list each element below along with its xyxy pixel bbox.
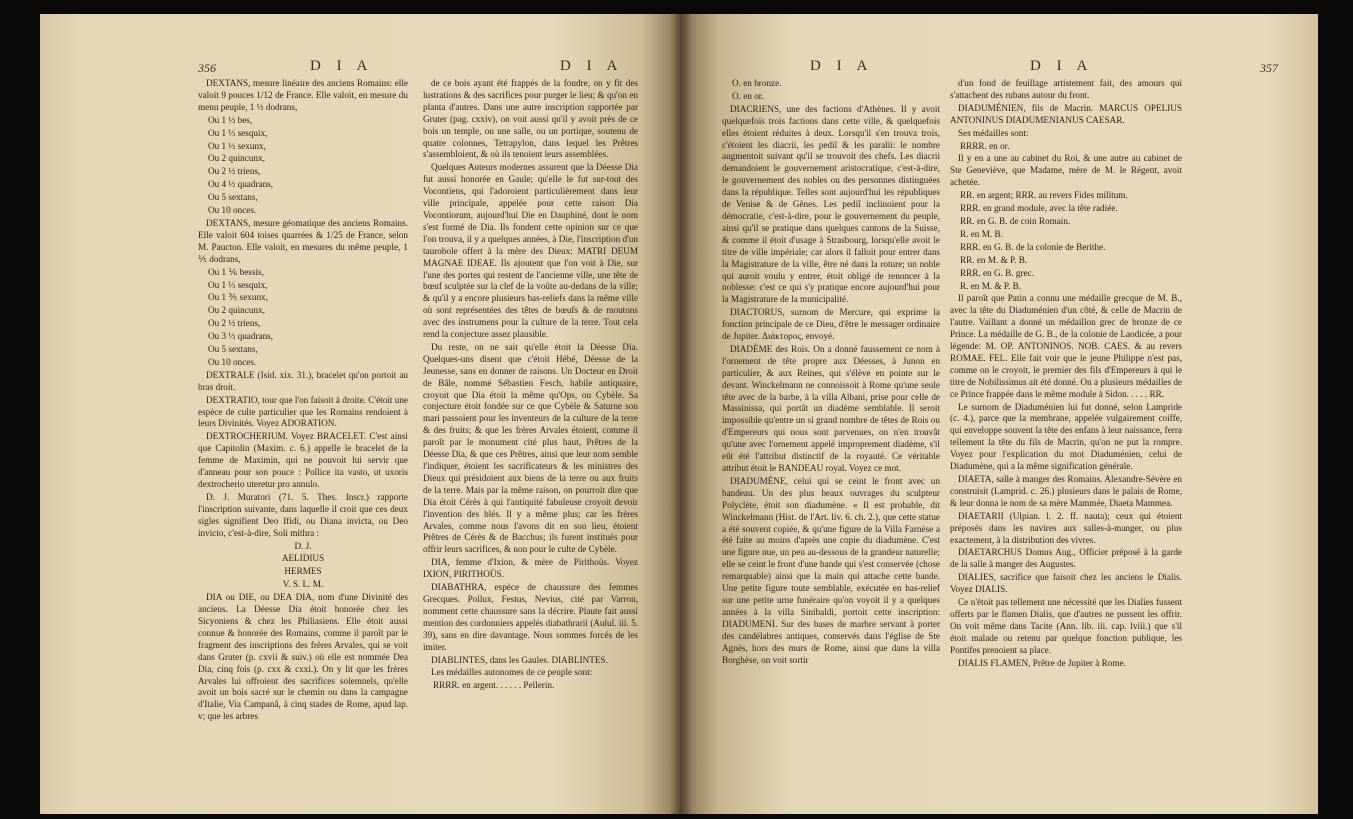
paragraph: Ou 1 ½ bes,	[208, 114, 253, 125]
paragraph: Du reste, on ne sait qu'elle étoit la Déesse Dia. Quelques-uns disent que c'étoit Hébé, Déesse de la Jeunesse, sans en donner de raisons. Un Docteur en Droit de Bâle, nommé Sébastien Fesch, habile antiquaire, croyoit que Dia étoit la même qu'Ops, ou Cybèle. Sa conjecture étoit fondée sur ce que Cybèle & Saturne son mari passoient pour les inventeurs de la culture de la terre & des fruits; & que les frères Arvales étoient, comme il paroît par le monument cité plus haut, Prêtres de la Déesse Dia, & que ces Prêtres, ainsi que leur nom semble l'indiquer, étoient les sacrificateurs & les ministres des Dieux qui présidoient aux biens de la terre ou aux fruits de la terre. Mais par la même raison, on pourroit dire que Dia étoit Cérès à qui l'antiquité fabuleuse croyoit devoir l'invention des blés. Il y a même plus; car les frères Arvales, comme nous l'avons dit en son lieu, étoient Prêtres de Cérès & de Bacchus; ils furent institués pour offrir leurs sacrifices, & non pour le culte de Cybèle.	[423, 341, 638, 555]
running-header: D I A	[810, 58, 874, 74]
paragraph: DIADÈME des Rois. On a donné faussement ce nom à l'ornement de tête propre aux Déesses, à Junon en particulier, & aux Reines, qui s'élève en pointe sur le devant. Winckelmann ne connoissoit à Rome qu'une seule tête avec de la barbe, à la villa Albani, prise pour celle de Massinissa, qui portât un diadème semblable. Il seroit impossible qu'entre un si grand nombre de têtes de Rois ou d'Empereurs qui nous sont parvenues, on n'en trouvât qu'une avec l'ornement appelé improprement diadème, s'il eût été l'attribut distinctif de la royauté. Ce véritable attribut étoit le BANDEAU royal. Voyez ce mot.	[722, 343, 940, 473]
running-header: D I A	[560, 58, 624, 74]
paragraph: Ou 3 ⅓ quadrans,	[208, 331, 274, 342]
paragraph: DIAETARII (Ulpian. l. 2. ff. nauta); ceux qui étoient préposés dans les navires aux salles-à-manger, ou plus exactement, à la distribution des vivres.	[950, 510, 1182, 545]
paragraph: DIAETARCHUS Domus Aug., Officier préposé à la garde de la salle à manger des Augustes.	[950, 547, 1182, 570]
paragraph: Ou 5 sextans,	[208, 344, 258, 355]
open-book	[40, 14, 1318, 814]
paragraph: DIABLINTES, dans les Gaules. DIABLINTES.	[431, 654, 608, 665]
page-number: 356	[198, 61, 216, 75]
book-spine	[670, 14, 692, 814]
paragraph: Il y en a une au cabinet du Roi, & une autre au cabinet de Ste Geneviève, que Madame, mère de M. le Régent, avoit achetée.	[950, 153, 1182, 188]
paragraph: DIACRIENS, une des factions d'Athènes. Il y avoit quelquefois trois factions dans cette ville, & quelquefois elles étoient réduites à deux. Lorsqu'il s'en trouva trois, c'étoient les diacrii, les pediî & les paralii: le nombre augmentoit suivant qu'il se trouvoit des chefs. Les diacrii demandoient le gouvernement aristocratique, c'est-à-dire, le gouvernement des nobles ou des personnes distinguées dans la république. Telles sont aujourd'hui les républiques de Venise & de Gênes. Les pediî inclinoient pour la démocratie, c'est-à-dire, pour le gouvernement du peuple, ainsi qu'il se pratique dans quelques cantons de la Suisse, & comme il étoit d'usage à Strasbourg, lorsqu'elle avoit le titre de ville impériale; car alors il falloit pour entrer dans la Magistrature de la ville, être né dans la roture; un noble qui auroit voulu y entrer, étoit obligé de renoncer à la noblesse: c'est ce qui s'y pratique encore aujourd'hui pour la Magistrature de la municipalité.	[722, 103, 940, 305]
paragraph: DIA ou DIE, ou DEA DIA, nom d'une Divinité des anciens. La Déesse Dia étoit honorée chez les Sicyoniens & chez les Philiasiens. Elle étoit aussi connue & honorée des Romains, comme il paroît par le fragment des inscriptions des frères Arvales, qui se voit dans Gruter (p. cxvii & suiv.) où elle est nommée Dea Dia, cinq fois (p. cxx & cxxi.). On y lit que les frères Arvales lui offroient des sacrifices solemnels, qu'elle avoit un bois sacré sur le chemin ou dans la campagne d'Italie, Via Campanâ, à cinq stades de Rome, apud lap. v; que les arbres	[198, 592, 408, 722]
paragraph: Quelques Auteurs modernes assurent que la Déesse Dia fut aussi honorée en Gaule; qu'elle le fut sur-tout des Vocontiens, qui l'adoroient particulièrement dans leur ville principale, appelée pour cette raison Dia Vocontiorum, aujourd'hui Die en Dauphiné, dont le nom s'est formé de Dia. Ils fondent cette opinion sur ce que l'on trouva, il y a quelques années, à Die, l'inscription d'un taurobole offert à la mère des Dieux: MATRI DEUM MAGNAE IDEAE. Ils ajoutent que l'on voit à Die, sur l'une des portes qui restent de l'ancienne ville, une tête de bœuf sculptée sur la clef de la voûte au-dedans de la ville; & qu'il y a encore plusieurs bas-reliefs dans la même ville où sont représentées des têtes de bœufs & de moutons avec des instrumens pour la culture de la terre. Tout cela rend la conjecture assez plausible.	[423, 162, 638, 340]
paragraph: DIALIS FLAMEN, Prêtre de Jupiter à Rome.	[958, 657, 1126, 668]
paragraph: Ou 10 onces.	[208, 205, 257, 216]
paragraph: AELIDIUS	[281, 553, 325, 564]
paragraph: R. en M. & P. B.	[960, 280, 1022, 291]
paragraph: d'un fond de feuillage artistement fait, des amours qui s'attachent des rubans autour du front.	[950, 78, 1182, 100]
paragraph: RRRR. en or.	[960, 140, 1010, 151]
paragraph: DEXTROCHERIUM. Voyez BRACELET. C'est ainsi que Capitolin (Maxim. c. 6.) appelle le bracelet de la femme de Maximin, qui ne pouvoit lui servir que d'anneau pour son pouce : Pollice ita vasto, ut uxoris dextrocherio uteretur pro annulo.	[198, 431, 408, 489]
paragraph: DIADUMÉNIEN, fils de Macrin. MARCUS OPELIUS ANTONINUS DIADUMENIANUS CAESAR.	[950, 102, 1182, 125]
paragraph: DEXTRALE (Isid. xix. 31.), bracelet qu'on portoit au bras droit.	[198, 369, 408, 392]
paragraph: DIADUMÈNE, celui qui se ceint le front avec un bandeau. Un des plus beaux ouvrages du sculpteur Polyclète, étoit son diadumène. « Il est probable, dit Winckelmann (Hist. de l'Art. liv. 6. ch. 2.), que cette statue a été souvent copiée, & qu'une figure de la Villa Farnèse a été faite au moins d'après une copie du diadumène. C'est une figure nue, un peu au-dessous de la grandeur naturelle; elle se ceint le front d'une bande qui s'est conservée (chose remarquable) ainsi que la main qui attache cette bande. Une petite figure toute semblable, exécutée en bas-relief sur une petite urne funéraire qu'on voyoit il y a quelques années à la villa Sinibaldi, portoit cette inscription: DIADUMENI. Sur des bases de marbre servant à porter des candélabres antiques, conservés dans l'église de Ste Agnès, hors des murs de Rome, ainsi que dans la villa Borghèse, on voit sortir	[722, 475, 940, 665]
paragraph: Il paroît que Patin a connu une médaille grecque de M. B., avec la tête du Diaduménien d'un côté, & celle de Macrin de l'autre. Vaillant a donné un médaillon grec de bronze de ce Prince. La médaille de G. B., de la colonie de Laodicée, a pour légende: M. OP. ANTONINOS. NOB. CAES. & au revers ROMAE. FEL. Elle fait voir que le jeune Philippe n'est pas, comme on le croyoit, le premier des fils d'Empereurs à qui le titre de Nobilissimus ait été donné. On a plusieurs médailles de ce Prince frappée dans le même module à Sidon. . . . . RR.	[950, 293, 1182, 399]
text-column	[198, 78, 408, 724]
paragraph: HERMES	[284, 566, 322, 577]
paragraph: Ses médailles sont:	[958, 127, 1029, 138]
paragraph: RRR. en G. B. grec.	[960, 267, 1035, 278]
paragraph: Le surnom de Diaduménien lui fut donné, selon Lampride (c. 4.), parce que la membrane, appelée vulgairement coiffe, qui enveloppe souvent la tête des enfans à leur naissance, ferra tellement la tête du fils de Macrin, qu'on ne put la rompre. Voyez pour l'explication du mot Diaduménien, celui de Diadumène, qui a la même signification générale.	[950, 401, 1182, 472]
right-page	[680, 14, 1318, 814]
paragraph: V. S. L. M.	[282, 579, 324, 590]
paragraph: Ou 1 ⅙ bessis,	[208, 266, 264, 277]
paragraph: O. en or.	[732, 90, 764, 101]
paragraph: Ce n'étoit pas tellement une nécessité que les Dialies fussent offerts par le flamen Dialis, que d'autres ne pussent les offrir. On voit même dans Tacite (Ann. lib. iii. cap. lviii.) que s'il étoit malade ou retenu par quelque fonction publique, les Pontifes prenoient sa place.	[950, 597, 1182, 655]
paragraph: Ou 4 ½ quadrans,	[208, 179, 274, 190]
paragraph: de ce bois ayant été frappés de la foudre, on y fit des lustrations & des sacrifices pour purger le lieu; & qu'on en planta d'autres. Dans une autre inscription rapportée par Gruter (pag. cxxiv), on voit aussi qu'il y avoit près de ce bois un temple, ou une salle, ou un portique, soutenu de quatre colonnes, Tetrapylon, dans lequel les Prêtres s'assembloient, & où ils tenoient leurs assemblées.	[423, 78, 638, 160]
text-column	[722, 78, 940, 667]
paragraph: DIALIES, sacrifice que faisoit chez les anciens le Dialis. Voyez DIALIS.	[950, 572, 1182, 595]
text-column	[950, 78, 1182, 671]
paragraph: RR. en argent; RRR. au revers Fides militum.	[960, 190, 1128, 201]
paragraph: Ou 2 quincunx,	[208, 153, 265, 164]
paragraph: D. J. Muratori (71. 5. Thes. Inscr.) rapporte l'inscription suivante, dans laquelle il croit que ces deux sigles signifient Deo Ifidi, ou Diana invicta, ou Deo invicto, c'est-à-dire, Soli mithra :	[198, 491, 408, 538]
paragraph: DIABATHRA, espèce de chaussure des femmes Grecques. Pollux, Festus, Nevius, cité par Varron, nomment cette chaussure sans la décrire. Plaute fait aussi mention des cordonniers appelés diabathrarii (Aulul. iii. 5. 39), sans en dire davantage. Nous sommes forcés de les imiter.	[423, 582, 638, 652]
paragraph: Ou 2 quincunx,	[208, 305, 265, 316]
paragraph: O. en bronze.	[732, 78, 782, 88]
running-header: D I A	[1030, 58, 1094, 74]
running-header: D I A	[310, 58, 374, 74]
paragraph: DEXTANS, mesure géomatique des anciens Romains. Elle valoit 604 toises quarrées & 1/25 de France, selon M. Paucton. Elle valoit, en mesures du même peuple, 1 ⅕ dodrans,	[198, 217, 408, 264]
paragraph: Ou 1 ⅗ sexunx,	[208, 292, 268, 303]
page-number: 357	[1260, 61, 1278, 75]
paragraph: DIACTORUS, surnom de Mercure, qui exprime la fonction principale de ce Dieu, d'être le messager ordinaire de Jupiter. Διάκτορος, envoyé.	[722, 307, 940, 342]
paragraph: Ou 2 ½ triens,	[208, 318, 261, 329]
paragraph: RRR. en G. B. de la colonie de Berithe.	[960, 241, 1106, 252]
paragraph: Les médailles autonomes de ce peuple sont:	[431, 667, 593, 678]
paragraph: Ou 10 onces.	[208, 356, 257, 367]
paragraph: R. en M. B.	[960, 228, 1003, 239]
paragraph: Ou 5 sextans,	[208, 192, 258, 203]
paragraph: D. J.	[294, 540, 312, 551]
paragraph: Ou 1 ½ sexunx,	[208, 140, 266, 151]
text-column	[423, 78, 638, 693]
paragraph: RR. en M. & P. B.	[960, 254, 1028, 265]
paragraph: DIA, femme d'Ixion, & mère de Pirithoüs. Voyez IXION, PIRITHOÜS.	[423, 557, 638, 580]
paragraph: RR. en G. B. de coin Romain.	[960, 215, 1071, 226]
left-page	[40, 14, 680, 814]
paragraph: DEXTRATIO, tour que l'on faisoit à droite. C'étoit une espèce de culte particulier que les Romains rendoient à leurs Divinités. Voyez ADORATION.	[198, 394, 408, 429]
paragraph: DEXTANS, mesure linéaire des anciens Romains: elle valoit 9 pouces 1/12 de France. Elle valoit, en mesure du menu peuple, 1 ½ dodrans,	[198, 78, 408, 112]
paragraph: RRR. en grand module, avec la tête radiée.	[960, 203, 1118, 214]
paragraph: Ou 2 ½ triens,	[208, 166, 261, 177]
paragraph: DIAETA, salle à manger des Romains. Alexandre-Sévère en construisit (Lamprid. c. 26.) plusieurs dans le palais de Rome, & leur donna le nom de sa mère Mammée, Diaeta Mammea.	[950, 474, 1182, 508]
paragraph: Ou 1 ⅓ sesquix,	[208, 279, 268, 290]
paragraph: RRRR. en argent. . . . . . Pellerin.	[433, 680, 555, 691]
paragraph: Ou 1 ⅓ sesquix,	[208, 127, 268, 138]
